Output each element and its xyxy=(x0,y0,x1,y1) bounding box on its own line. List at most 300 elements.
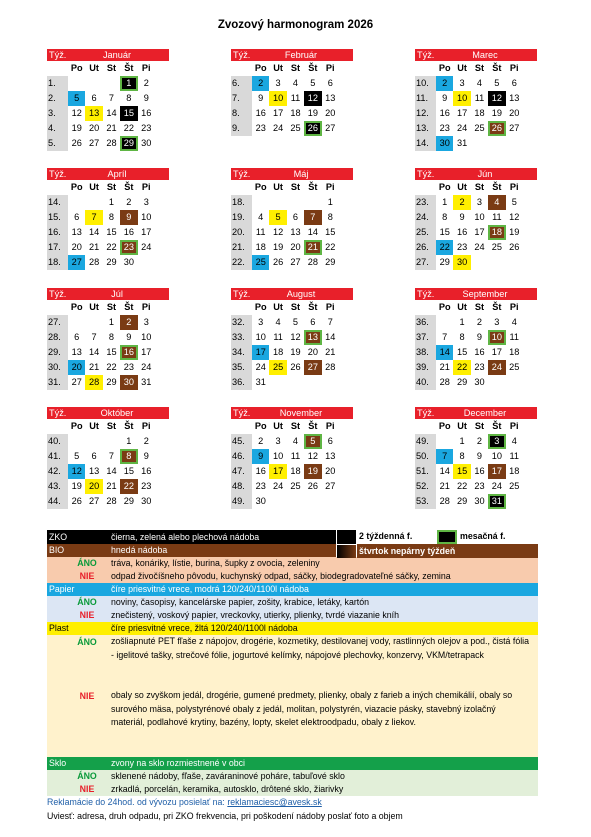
day-cell: 15 xyxy=(456,347,468,357)
day-cell: 23 xyxy=(439,123,450,133)
day-header-row xyxy=(415,61,537,76)
day-cell xyxy=(322,494,339,509)
day-cell: 26 xyxy=(304,121,321,136)
day-cell: 22 xyxy=(436,240,453,255)
day-cell: 28 xyxy=(106,496,117,506)
day-header: St xyxy=(106,63,117,73)
week-row xyxy=(415,210,537,225)
day-cell xyxy=(68,434,85,449)
day-header-row xyxy=(47,61,169,76)
day-cell: 19 xyxy=(491,108,502,118)
day-cell: 1 xyxy=(126,436,132,446)
day-cell: 6 xyxy=(91,451,97,461)
day-cell: 5 xyxy=(511,197,517,207)
month-name: Jún xyxy=(477,169,493,179)
week-number: 34. xyxy=(231,345,252,360)
day-cell: 4 xyxy=(511,317,517,327)
day-header-row xyxy=(231,419,353,434)
day-cell: 8 xyxy=(126,93,132,103)
week-number: 15. xyxy=(47,210,68,225)
day-header: Po xyxy=(438,63,451,73)
day-cell: 12 xyxy=(304,91,321,106)
week-number: 49. xyxy=(415,434,436,449)
day-cell: 3 xyxy=(488,434,505,449)
day-cell: 19 xyxy=(509,227,520,237)
day-cell: 5 xyxy=(304,434,321,449)
week-row xyxy=(47,195,169,210)
day-cell: 16 xyxy=(474,347,485,357)
day-header: Ut xyxy=(457,421,467,431)
footer-reklamacie-text: Reklamácie do 24hod. od vývozu posielať na: xyxy=(47,797,228,807)
day-header-blank xyxy=(47,300,68,315)
week-row xyxy=(47,121,169,136)
week-number: 32. xyxy=(231,315,252,330)
day-cell: 6 xyxy=(327,78,333,88)
day-header: Ut xyxy=(89,63,99,73)
day-cell: 18 xyxy=(290,466,301,476)
month-apríl xyxy=(47,168,169,270)
day-cell: 5 xyxy=(74,451,80,461)
day-cell: 30 xyxy=(255,496,266,506)
day-cell: 23 xyxy=(456,242,468,252)
week-number: 35. xyxy=(231,360,252,375)
week-row xyxy=(231,449,353,464)
day-cell xyxy=(506,255,523,270)
day-cell: 24 xyxy=(141,362,152,372)
day-cell: 13 xyxy=(509,93,520,103)
week-number: 44. xyxy=(47,494,68,509)
day-header: Št xyxy=(492,302,502,312)
week-row xyxy=(415,225,537,240)
day-cell: 10 xyxy=(474,212,485,222)
day-header-blank xyxy=(415,61,436,76)
day-cell xyxy=(304,375,321,390)
legend-bio-row xyxy=(47,544,336,557)
day-cell: 6 xyxy=(74,332,80,342)
day-header: Pi xyxy=(325,421,335,431)
day-header-row xyxy=(231,300,353,315)
day-header: Ut xyxy=(273,302,283,312)
week-column-label: Týž. xyxy=(233,408,251,418)
day-cell xyxy=(287,494,304,509)
day-cell: 16 xyxy=(255,108,266,118)
legend-bio-text: hnedá nádoba xyxy=(111,545,168,555)
day-cell: 20 xyxy=(325,108,336,118)
month-header xyxy=(47,49,169,61)
day-header-row xyxy=(47,300,169,315)
day-cell: 28 xyxy=(88,257,100,267)
day-cell: 27 xyxy=(304,360,321,375)
day-header: St xyxy=(474,182,485,192)
day-cell: 5 xyxy=(68,91,85,106)
day-header-row xyxy=(231,180,353,195)
day-cell: 8 xyxy=(459,451,465,461)
day-cell: 15 xyxy=(120,106,137,121)
week-column-label: Týž. xyxy=(417,169,435,179)
day-cell: 29 xyxy=(439,257,450,267)
day-cell: 7 xyxy=(436,449,453,464)
day-cell: 30 xyxy=(120,375,137,390)
legend-zko-text: čierna, zelená alebo plechová nádoba xyxy=(111,532,260,542)
week-row xyxy=(415,330,537,345)
week-row xyxy=(231,91,353,106)
week-row xyxy=(231,315,353,330)
day-header: Pi xyxy=(325,302,335,312)
week-row xyxy=(231,494,353,509)
week-row xyxy=(47,255,169,270)
week-number: 21. xyxy=(231,240,252,255)
day-cell: 16 xyxy=(123,227,134,237)
legend-papier-nie-row xyxy=(47,609,538,622)
week-row xyxy=(415,136,537,151)
legend-sklo-nie-row xyxy=(47,783,538,796)
day-cell: 18 xyxy=(255,242,266,252)
day-cell: 27 xyxy=(71,377,82,387)
day-cell: 19 xyxy=(71,481,82,491)
day-cell: 23 xyxy=(255,481,266,491)
day-cell: 17 xyxy=(272,108,284,118)
week-number: 11. xyxy=(415,91,436,106)
day-cell xyxy=(322,136,339,151)
day-cell: 26 xyxy=(71,496,82,506)
day-cell: 6 xyxy=(310,317,316,327)
day-cell: 9 xyxy=(476,451,483,461)
day-header-blank xyxy=(415,419,436,434)
day-cell: 15 xyxy=(106,347,117,357)
day-cell: 12 xyxy=(290,332,301,342)
day-cell: 18 xyxy=(509,466,520,476)
week-number: 27. xyxy=(415,255,436,270)
day-cell: 20 xyxy=(290,242,301,252)
week-number: 9. xyxy=(231,121,252,136)
day-cell: 2 xyxy=(143,436,149,446)
day-header: Št xyxy=(308,421,318,431)
week-number: 7. xyxy=(231,91,252,106)
day-header: St xyxy=(106,302,117,312)
day-cell: 25 xyxy=(474,123,485,133)
day-cell: 21 xyxy=(88,242,100,252)
day-cell: 4 xyxy=(275,317,281,327)
day-cell: 23 xyxy=(120,240,137,255)
day-cell xyxy=(68,76,85,91)
nie-label: NIE xyxy=(79,691,95,701)
week-number: 47. xyxy=(231,464,252,479)
day-cell xyxy=(287,136,304,151)
day-cell: 11 xyxy=(492,212,502,222)
day-cell xyxy=(304,195,321,210)
day-cell: 27 xyxy=(509,123,520,133)
month-name: December xyxy=(463,408,507,418)
week-number: 23. xyxy=(415,195,436,210)
week-number: 10. xyxy=(415,76,436,91)
day-header: Št xyxy=(492,421,502,431)
day-header: Po xyxy=(254,182,267,192)
day-cell: 12 xyxy=(71,108,82,118)
day-cell: 24 xyxy=(456,123,468,133)
day-cell: 27 xyxy=(325,481,336,491)
day-cell: 6 xyxy=(511,78,517,88)
day-cell: 14 xyxy=(307,227,318,237)
day-cell: 30 xyxy=(453,255,470,270)
nie-label: NIE xyxy=(79,784,95,794)
day-cell: 17 xyxy=(141,347,152,357)
week-row xyxy=(47,434,169,449)
week-number: 39. xyxy=(415,360,436,375)
day-header: Št xyxy=(308,182,318,192)
month-name: Máj xyxy=(293,169,309,179)
day-header: St xyxy=(106,421,117,431)
day-cell: 4 xyxy=(258,212,264,222)
day-cell: 25 xyxy=(269,360,286,375)
day-cell: 19 xyxy=(307,108,318,118)
day-header: Pi xyxy=(141,421,151,431)
day-cell: 16 xyxy=(439,108,450,118)
day-cell: 22 xyxy=(456,481,468,491)
day-cell: 17 xyxy=(488,464,505,479)
day-cell: 28 xyxy=(307,257,318,267)
day-cell: 17 xyxy=(491,347,502,357)
day-cell: 28 xyxy=(106,138,117,148)
day-header-row xyxy=(415,180,537,195)
week-row xyxy=(415,315,537,330)
week-row xyxy=(231,360,353,375)
day-cell: 30 xyxy=(123,257,134,267)
day-cell xyxy=(252,195,269,210)
day-header: Št xyxy=(124,182,134,192)
day-header: Pi xyxy=(141,182,151,192)
day-cell: 5 xyxy=(310,78,316,88)
day-header: Št xyxy=(124,302,134,312)
day-cell: 20 xyxy=(88,123,100,133)
day-cell: 2 xyxy=(120,315,137,330)
day-cell xyxy=(488,375,505,390)
week-number: 16. xyxy=(47,225,68,240)
day-cell: 28 xyxy=(85,375,102,390)
day-header: Št xyxy=(492,182,502,192)
week-row xyxy=(415,449,537,464)
day-cell: 5 xyxy=(494,78,500,88)
week-row xyxy=(231,210,353,225)
day-cell xyxy=(85,315,102,330)
day-cell: 2 xyxy=(126,197,132,207)
footer-reklamacie xyxy=(47,797,322,807)
day-cell: 4 xyxy=(511,436,517,446)
day-cell: 18 xyxy=(509,347,520,357)
day-header: Ut xyxy=(457,302,467,312)
legend-papier-ano: noviny, časopisy, kancelárske papier, zošity, krabice, letáky, kartón xyxy=(111,597,369,607)
month-name: November xyxy=(279,408,323,418)
week-number: 45. xyxy=(231,434,252,449)
week-number: 36. xyxy=(415,315,436,330)
day-cell: 7 xyxy=(85,210,102,225)
day-header-blank xyxy=(47,61,68,76)
week-number: 52. xyxy=(415,479,436,494)
day-cell: 24 xyxy=(488,360,505,375)
day-cell: 3 xyxy=(258,317,264,327)
day-cell: 28 xyxy=(439,377,450,387)
week-number: 31. xyxy=(47,375,68,390)
day-header: St xyxy=(290,421,301,431)
week-number: 27. xyxy=(47,315,68,330)
month-name: Júl xyxy=(111,289,123,299)
day-cell xyxy=(304,494,321,509)
legend-plast-ano-row xyxy=(47,635,538,689)
week-row xyxy=(231,255,353,270)
day-cell: 30 xyxy=(474,496,485,506)
week-row xyxy=(231,225,353,240)
legend-papier-key: Papier xyxy=(49,584,75,594)
day-header: Št xyxy=(308,63,318,73)
week-row xyxy=(231,106,353,121)
day-cell: 30 xyxy=(141,138,152,148)
day-cell: 26 xyxy=(509,242,520,252)
day-cell xyxy=(85,434,102,449)
legend-bio-nie-row xyxy=(47,570,538,583)
week-column-label: Týž. xyxy=(49,50,67,60)
day-cell: 25 xyxy=(509,362,520,372)
day-cell: 22 xyxy=(453,360,470,375)
day-cell xyxy=(471,255,488,270)
day-cell: 16 xyxy=(474,466,485,476)
day-cell: 20 xyxy=(68,360,85,375)
week-number: 48. xyxy=(231,479,252,494)
week-row xyxy=(47,360,169,375)
day-cell: 25 xyxy=(491,242,502,252)
day-cell xyxy=(269,375,286,390)
day-header: Št xyxy=(124,421,134,431)
day-cell: 1 xyxy=(327,197,333,207)
day-header: St xyxy=(474,63,485,73)
day-cell: 3 xyxy=(143,317,149,327)
day-cell xyxy=(287,375,304,390)
day-cell: 8 xyxy=(327,212,333,222)
day-header-blank xyxy=(415,180,436,195)
week-number: 25. xyxy=(415,225,436,240)
week-number: 12. xyxy=(415,106,436,121)
nie-label: NIE xyxy=(79,571,95,581)
day-header: Pi xyxy=(325,63,335,73)
day-cell: 25 xyxy=(290,481,301,491)
day-header: Po xyxy=(254,63,267,73)
day-cell: 21 xyxy=(106,123,117,133)
day-cell: 10 xyxy=(491,451,502,461)
day-cell: 19 xyxy=(304,464,321,479)
day-cell: 17 xyxy=(474,227,485,237)
legend-papier-text: číre priesvitné vrece, modrá 120/240/1100l nádoba xyxy=(111,584,309,594)
week-number: 26. xyxy=(415,240,436,255)
day-cell: 2 xyxy=(453,195,470,210)
day-cell: 30 xyxy=(474,377,485,387)
day-cell: 9 xyxy=(143,93,149,103)
day-cell: 27 xyxy=(325,123,336,133)
month-name: Február xyxy=(284,50,318,60)
key-bio-odd-swatch xyxy=(337,545,356,558)
day-header-blank xyxy=(231,300,252,315)
week-number: 18. xyxy=(47,255,68,270)
day-cell: 20 xyxy=(71,242,82,252)
day-cell: 13 xyxy=(85,106,102,121)
month-marec xyxy=(415,49,537,151)
day-header-blank xyxy=(231,61,252,76)
week-row xyxy=(47,91,169,106)
week-number: 4. xyxy=(47,121,68,136)
week-row xyxy=(415,240,537,255)
day-cell: 24 xyxy=(141,242,152,252)
day-cell: 20 xyxy=(325,466,336,476)
day-header: Ut xyxy=(273,182,283,192)
day-cell: 14 xyxy=(436,345,453,360)
day-cell xyxy=(287,195,304,210)
day-cell: 11 xyxy=(509,332,520,342)
day-cell: 14 xyxy=(439,466,450,476)
day-header: St xyxy=(290,302,301,312)
day-header-blank xyxy=(415,300,436,315)
day-cell: 18 xyxy=(290,108,301,118)
day-cell: 23 xyxy=(141,481,152,491)
day-cell: 31 xyxy=(488,494,505,509)
day-cell xyxy=(304,136,321,151)
week-number: 2. xyxy=(47,91,68,106)
day-cell: 8 xyxy=(108,212,115,222)
day-cell: 16 xyxy=(141,108,152,118)
day-cell: 29 xyxy=(120,136,137,151)
day-cell: 25 xyxy=(252,255,269,270)
day-cell: 5 xyxy=(269,210,286,225)
day-cell: 10 xyxy=(453,91,470,106)
day-cell: 11 xyxy=(255,227,266,237)
day-cell: 13 xyxy=(71,347,82,357)
week-row xyxy=(47,464,169,479)
day-cell: 18 xyxy=(272,347,284,357)
day-cell xyxy=(68,315,85,330)
week-column-label: Týž. xyxy=(417,408,435,418)
week-column-label: Týž. xyxy=(233,289,251,299)
day-cell: 21 xyxy=(106,481,117,491)
day-cell xyxy=(269,195,286,210)
month-február xyxy=(231,49,353,151)
day-cell: 30 xyxy=(436,136,453,151)
reklamacie-email-link[interactable]: reklamaciesc@avesk.sk xyxy=(227,797,322,807)
day-cell: 22 xyxy=(106,242,117,252)
day-cell: 23 xyxy=(141,123,152,133)
day-cell: 11 xyxy=(290,93,301,103)
week-row xyxy=(47,375,169,390)
week-row xyxy=(231,330,353,345)
day-cell: 12 xyxy=(488,91,505,106)
week-number: 13. xyxy=(415,121,436,136)
day-cell: 20 xyxy=(509,108,520,118)
day-cell: 10 xyxy=(269,91,286,106)
ano-label: ÁNO xyxy=(77,597,97,607)
month-header xyxy=(415,49,537,61)
day-cell: 21 xyxy=(439,481,450,491)
month-header xyxy=(415,168,537,180)
day-cell: 17 xyxy=(456,108,468,118)
day-cell: 14 xyxy=(106,108,117,118)
day-cell: 8 xyxy=(459,332,465,342)
week-row xyxy=(47,106,169,121)
day-cell: 16 xyxy=(255,466,266,476)
month-name: Október xyxy=(100,408,134,418)
day-cell: 16 xyxy=(141,466,152,476)
week-number: 33. xyxy=(231,330,252,345)
day-cell: 13 xyxy=(71,227,82,237)
week-number: 8. xyxy=(231,106,252,121)
day-header-row xyxy=(231,61,353,76)
day-cell: 23 xyxy=(474,481,485,491)
month-december xyxy=(415,407,537,509)
day-cell xyxy=(85,76,102,91)
